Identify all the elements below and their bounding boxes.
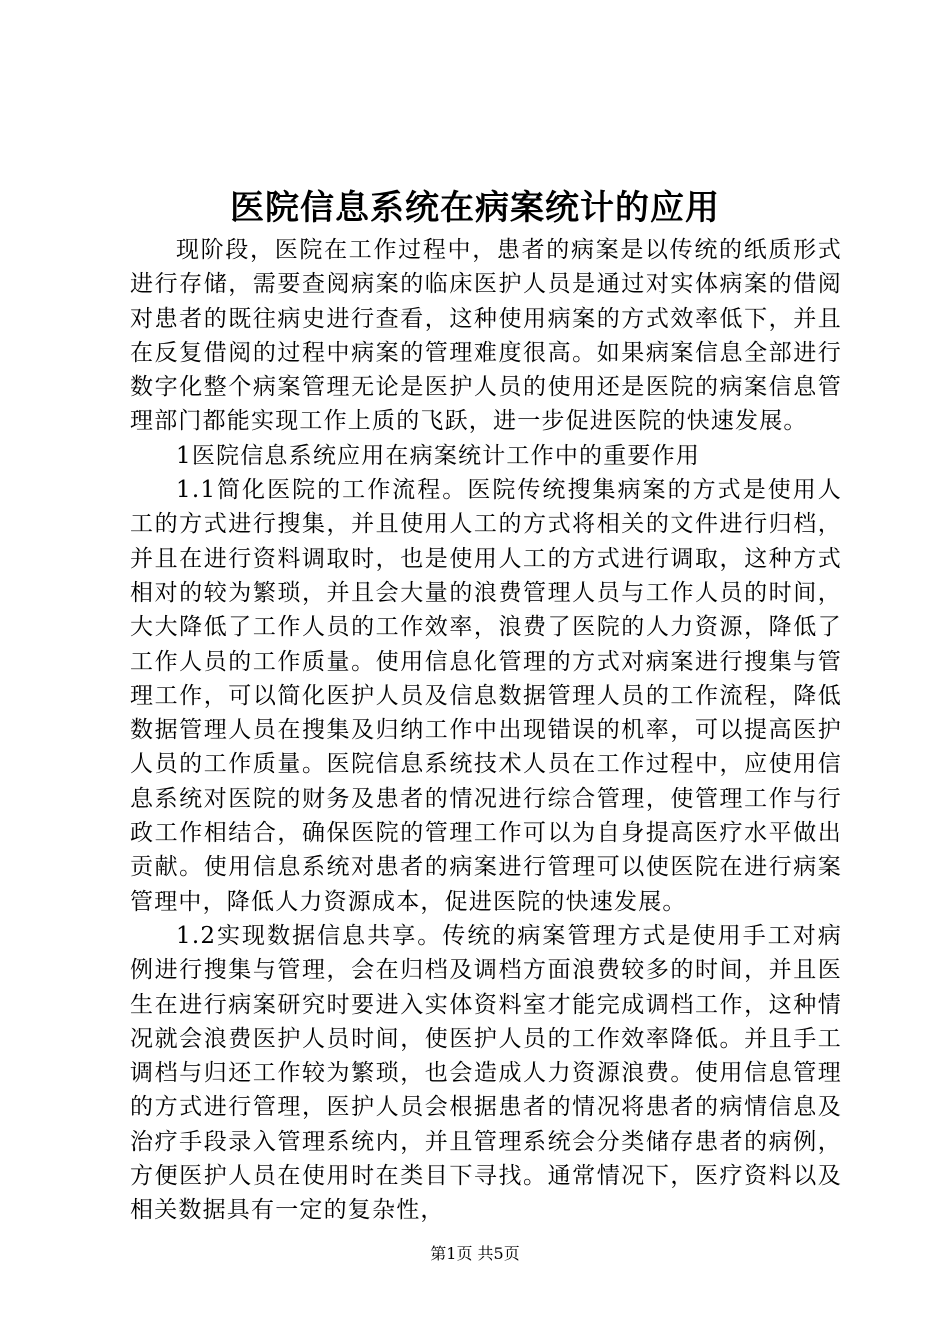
paragraph-section-1-1: 1.1简化医院的工作流程。医院传统搜集病案的方式是使用人工的方式进行搜集，并且使用人工的方式将相关的文件进行归档，并且在进行资料调取时，也是使用人工的方式进行调取，这种方式相对的较为繁琐，并且会大量的浪费管理人员与工作人员的时间，大大降低了工作人员的工作效率，浪费了医院的人力资源，降低了工作人员的工作质量。使用信息化管理的方式对病案进行搜集与管理工作，可以简化医护人员及信息数据管理人员的工作流程，降低数据管理人员在搜集及归纳工作中出现错误的机率，可以提高医护人员的工作质量。医院信息系统技术人员在工作过程中，应使用信息系统对医院的财务及患者的情况进行综合管理，使管理工作与行政工作相结合，确保医院的管理工作可以为自身提高医疗水平做出贡献。使用信息系统对患者的病案进行管理可以使医院在进行病案管理中，降低人力资源成本，促进医院的快速发展。 [130,477,842,915]
section-heading-1: 1医院信息系统应用在病案统计工作中的重要作用 [176,442,701,469]
document-title: 医院信息系统在病案统计的应用 [230,188,720,228]
paragraph-intro: 现阶段，医院在工作过程中，患者的病案是以传统的纸质形式进行存储，需要查阅病案的临床医护人员是通过对实体病案的借阅对患者的既往病史进行查看，这种使用病案的方式效率低下，并且在反复借阅的过程中病案的管理难度很高。如果病案信息全部进行数字化整个病案管理无论是医护人员的使用还是医院的病案信息管理部门都能实现工作上质的飞跃，进一步促进医院的快速发展。 [130,237,842,435]
paragraph-section-1-2: 1.2实现数据信息共享。传统的病案管理方式是使用手工对病例进行搜集与管理，会在归档及调档方面浪费较多的时间，并且医生在进行病案研究时要进入实体资料室才能完成调档工作，这种情况就会浪费医护人员时间，使医护人员的工作效率降低。并且手工调档与归还工作较为繁琐，也会造成人力资源浪费。使用信息管理的方式进行管理，医护人员会根据患者的情况将患者的病情信息及治疗手段录入管理系统内，并且管理系统会分类储存患者的病例，方便医护人员在使用时在类目下寻找。通常情况下，医疗资料以及相关数据具有一定的复杂性， [130,922,842,1224]
page-footer: 第1页 共5页 [430,1244,520,1263]
document-body [130,233,842,1228]
